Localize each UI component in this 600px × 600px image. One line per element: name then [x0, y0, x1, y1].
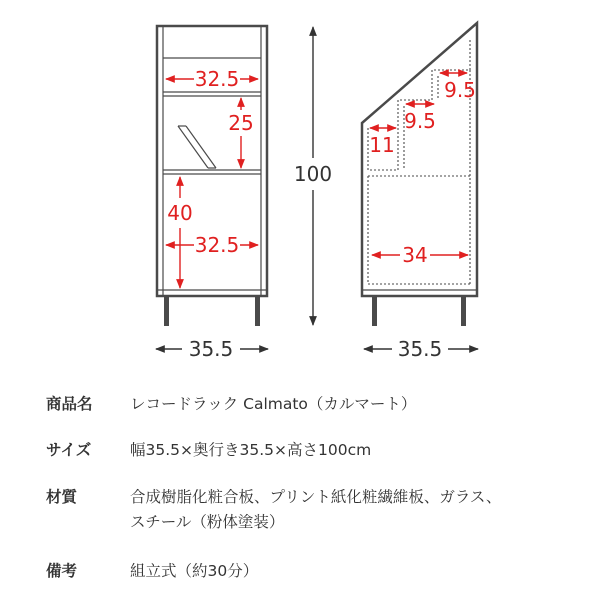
- spec-value: [130, 392, 590, 417]
- dim-side-outer-depth-label: 35.5: [397, 337, 443, 361]
- dim-step-mid-depth-label: 9.5: [404, 109, 436, 133]
- spec-value: [130, 438, 590, 463]
- dim-step-low-height-label: 11: [369, 133, 395, 157]
- dim-bottom-width-label: 32.5: [194, 233, 240, 257]
- dim-top-width-label: 32.5: [194, 67, 240, 91]
- front-left-leg: [164, 296, 169, 326]
- glass-reflection-2: [186, 126, 216, 168]
- spec-value-line: レコードラック Calmato（カルマート）: [130, 395, 417, 413]
- dim-inner-depth-label: 34: [402, 243, 428, 267]
- spec-value-line: 幅35.5×奥行き35.5×高さ100cm: [130, 441, 372, 459]
- dim-total-height-label: 100: [293, 162, 333, 186]
- spec-value-line: 組立式（約30分）: [130, 562, 259, 580]
- spec-label: 商品名: [46, 395, 93, 413]
- spec-value-line: スチール（粉体塗装）: [130, 513, 285, 531]
- front-right-leg: [255, 296, 260, 326]
- dim-lower-height-label: 40: [167, 201, 193, 225]
- side-front-leg: [372, 296, 377, 326]
- side-back-leg: [461, 296, 466, 326]
- glass-reflection-1: [178, 126, 208, 168]
- side-view: [362, 23, 477, 326]
- spec-value-line: 合成樹脂化粧合板、プリント紙化粧繊維板、ガラス、: [130, 488, 502, 506]
- spec-label: 備考: [46, 562, 78, 580]
- spec-label: サイズ: [46, 441, 92, 459]
- dim-glass-height-label: 25: [228, 111, 254, 135]
- dim-step-top-depth-label: 9.5: [444, 78, 476, 102]
- spec-value: [130, 485, 590, 535]
- spec-label: 材質: [46, 488, 78, 506]
- spec-value: [130, 559, 590, 584]
- dim-front-outer-width-label: 35.5: [188, 337, 234, 361]
